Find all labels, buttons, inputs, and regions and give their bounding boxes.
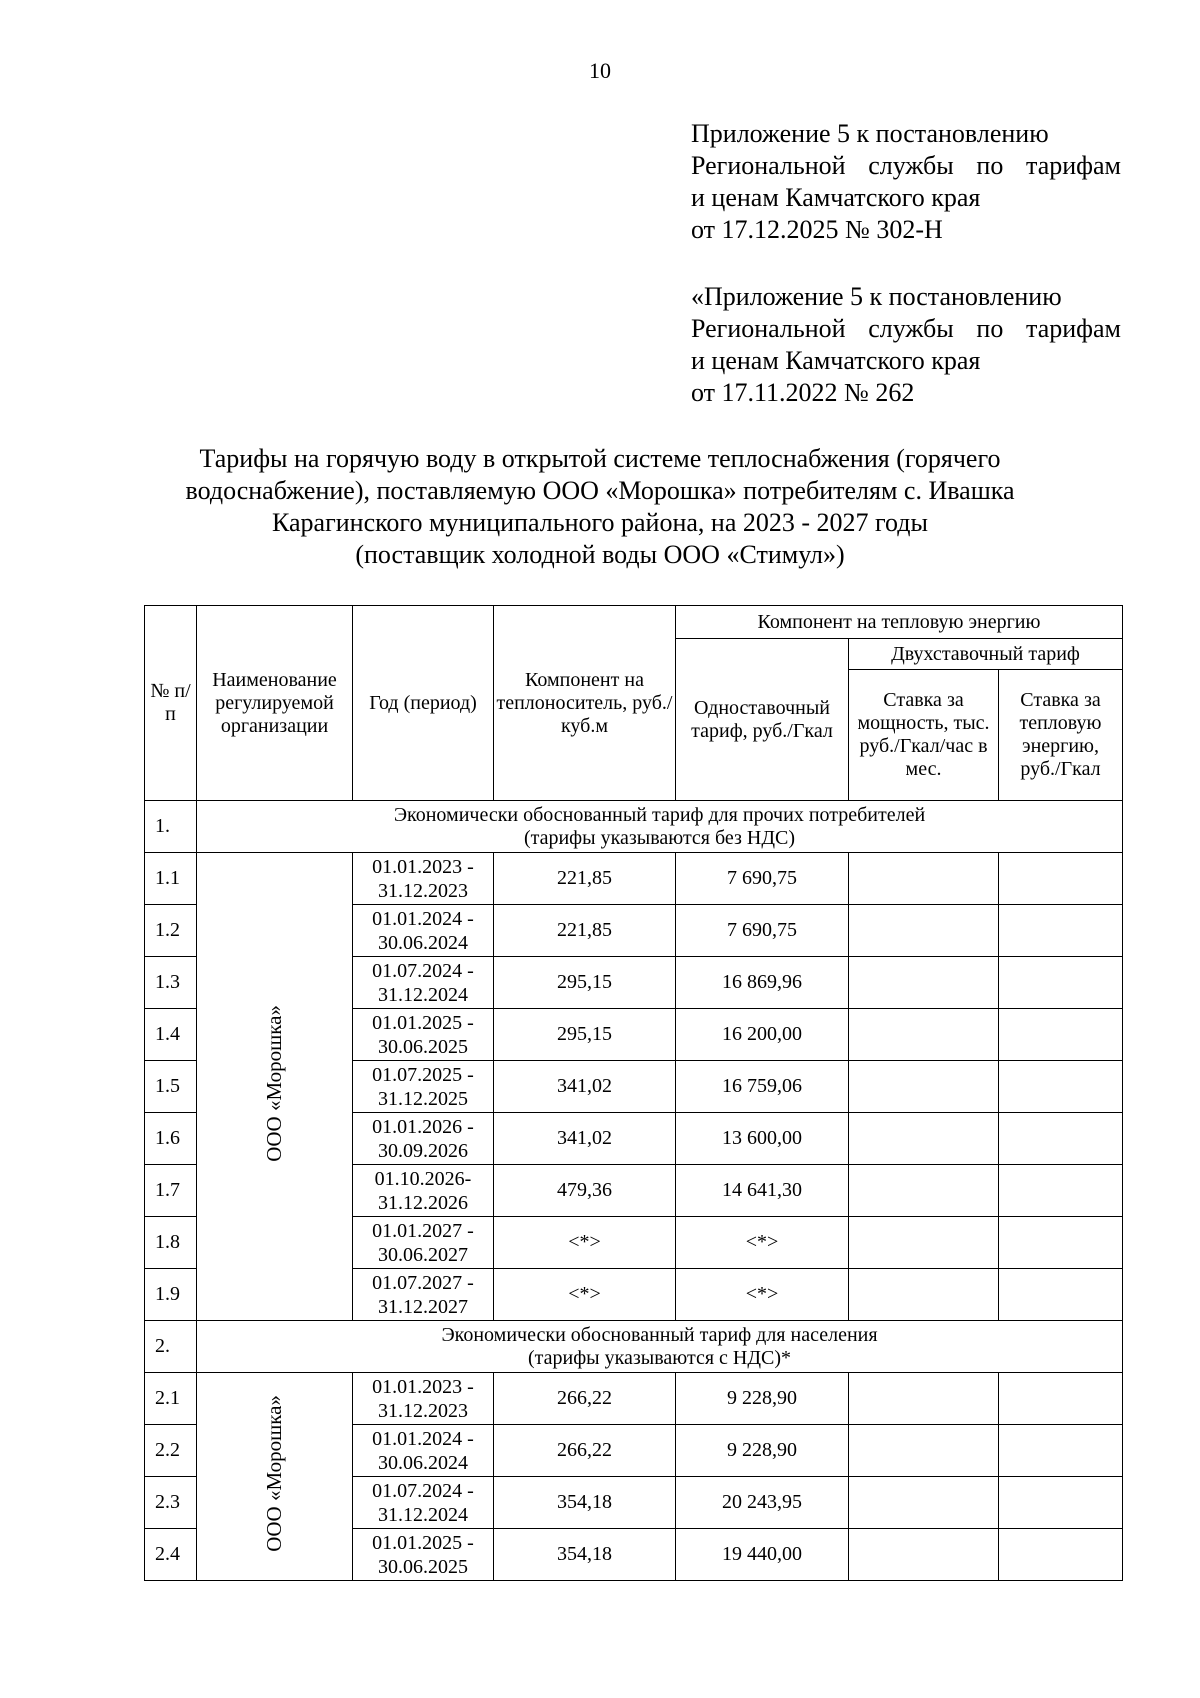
section-num: 1. bbox=[145, 801, 197, 853]
org-name-cell bbox=[197, 853, 353, 1321]
carrier-value: 341,02 bbox=[494, 1113, 676, 1165]
period-end: 31.12.2025 bbox=[378, 1087, 468, 1110]
carrier-value: 341,02 bbox=[494, 1061, 676, 1113]
period-start: 01.07.2025 - bbox=[372, 1063, 474, 1086]
appendix-header-new bbox=[691, 118, 1121, 246]
period-end: 31.12.2023 bbox=[378, 879, 468, 902]
carrier-value: 266,22 bbox=[494, 1425, 676, 1477]
org-name: ООО «Морошка» bbox=[262, 1395, 286, 1552]
row-num: 1.6 bbox=[145, 1113, 197, 1165]
row-num: 2.2 bbox=[145, 1425, 197, 1477]
period-end: 30.06.2024 bbox=[378, 931, 468, 954]
period-cell bbox=[353, 1477, 494, 1529]
period-end: 30.06.2024 bbox=[378, 1451, 468, 1474]
single-rate-value: 9 228,90 bbox=[676, 1425, 849, 1477]
page-number: 10 bbox=[589, 58, 611, 83]
energy-rate-value bbox=[999, 1009, 1123, 1061]
capacity-rate-value bbox=[849, 1373, 999, 1425]
period-start: 01.07.2024 - bbox=[372, 959, 474, 982]
single-rate-value: 16 200,00 bbox=[676, 1009, 849, 1061]
single-rate-value: 7 690,75 bbox=[676, 905, 849, 957]
row-num: 1.2 bbox=[145, 905, 197, 957]
header-heat-component: Компонент на тепловую энергию bbox=[676, 606, 1123, 639]
appendix-header-old bbox=[691, 281, 1121, 409]
period-cell bbox=[353, 905, 494, 957]
title-line: водоснабжение), поставляемую ООО «Морошка» потребителям с. Ивашка bbox=[185, 476, 1015, 505]
row-num: 1.9 bbox=[145, 1269, 197, 1321]
energy-rate-value bbox=[999, 1269, 1123, 1321]
single-rate-value: 19 440,00 bbox=[676, 1529, 849, 1581]
appendix-line: «Приложение 5 к постановлению bbox=[691, 282, 1062, 311]
period-end: 31.12.2024 bbox=[378, 1503, 468, 1526]
appendix-line: Региональной службы по тарифам bbox=[691, 314, 1121, 343]
org-name-cell bbox=[197, 1373, 353, 1581]
capacity-rate-value bbox=[849, 1529, 999, 1581]
document-title bbox=[100, 443, 1100, 571]
period-start: 01.10.2026- bbox=[374, 1167, 472, 1190]
appendix-line: от 17.12.2025 № 302-Н bbox=[691, 215, 943, 244]
row-num: 2.1 bbox=[145, 1373, 197, 1425]
carrier-value: 295,15 bbox=[494, 957, 676, 1009]
capacity-rate-value bbox=[849, 1113, 999, 1165]
energy-rate-value bbox=[999, 853, 1123, 905]
energy-rate-value bbox=[999, 1217, 1123, 1269]
table-row bbox=[145, 853, 1123, 905]
header-energy-rate: Ставка за тепловую энергию, руб./Гкал bbox=[999, 670, 1123, 801]
period-cell bbox=[353, 1061, 494, 1113]
energy-rate-value bbox=[999, 1165, 1123, 1217]
period-start: 01.01.2023 - bbox=[372, 1375, 474, 1398]
table-row bbox=[145, 1373, 1123, 1425]
capacity-rate-value bbox=[849, 1425, 999, 1477]
energy-rate-value bbox=[999, 957, 1123, 1009]
energy-rate-value bbox=[999, 1529, 1123, 1581]
energy-rate-value bbox=[999, 1477, 1123, 1529]
section-title-line: Экономически обоснованный тариф для населения bbox=[441, 1323, 878, 1346]
energy-rate-value bbox=[999, 1425, 1123, 1477]
energy-rate-value bbox=[999, 1061, 1123, 1113]
header-num: № п/п bbox=[145, 606, 197, 801]
period-end: 30.06.2027 bbox=[378, 1243, 468, 1266]
energy-rate-value bbox=[999, 1113, 1123, 1165]
single-rate-value: 13 600,00 bbox=[676, 1113, 849, 1165]
period-start: 01.01.2024 - bbox=[372, 907, 474, 930]
period-start: 01.01.2025 - bbox=[372, 1531, 474, 1554]
section-title bbox=[197, 1321, 1123, 1373]
row-num: 1.7 bbox=[145, 1165, 197, 1217]
period-end: 31.12.2026 bbox=[378, 1191, 468, 1214]
single-rate-value: 14 641,30 bbox=[676, 1165, 849, 1217]
row-num: 2.4 bbox=[145, 1529, 197, 1581]
carrier-value: 295,15 bbox=[494, 1009, 676, 1061]
capacity-rate-value bbox=[849, 905, 999, 957]
period-cell bbox=[353, 1009, 494, 1061]
appendix-line: и ценам Камчатского края bbox=[691, 183, 981, 212]
section-row bbox=[145, 1321, 1123, 1373]
period-end: 30.06.2025 bbox=[378, 1035, 468, 1058]
header-period: Год (период) bbox=[353, 606, 494, 801]
single-rate-value: 7 690,75 bbox=[676, 853, 849, 905]
section-num: 2. bbox=[145, 1321, 197, 1373]
row-num: 1.3 bbox=[145, 957, 197, 1009]
single-rate-value: <*> bbox=[676, 1269, 849, 1321]
title-line: Тарифы на горячую воду в открытой системе теплоснабжения (горячего bbox=[199, 444, 1001, 473]
period-cell bbox=[353, 957, 494, 1009]
period-cell bbox=[353, 853, 494, 905]
section-title-line: Экономически обоснованный тариф для прочих потребителей bbox=[393, 803, 926, 826]
section-title-line: (тарифы указываются с НДС)* bbox=[527, 1346, 791, 1369]
single-rate-value: 20 243,95 bbox=[676, 1477, 849, 1529]
appendix-line: и ценам Камчатского края bbox=[691, 346, 981, 375]
capacity-rate-value bbox=[849, 1217, 999, 1269]
period-start: 01.07.2024 - bbox=[372, 1479, 474, 1502]
table-body bbox=[145, 801, 1123, 1581]
period-cell bbox=[353, 1113, 494, 1165]
period-cell bbox=[353, 1269, 494, 1321]
header-org: Наименование регулируемой организации bbox=[197, 606, 353, 801]
period-cell bbox=[353, 1373, 494, 1425]
period-end: 30.06.2025 bbox=[378, 1555, 468, 1578]
row-num: 1.8 bbox=[145, 1217, 197, 1269]
capacity-rate-value bbox=[849, 1061, 999, 1113]
single-rate-value: 16 869,96 bbox=[676, 957, 849, 1009]
single-rate-value: 9 228,90 bbox=[676, 1373, 849, 1425]
header-carrier: Компонент на теплоноситель, руб./куб.м bbox=[494, 606, 676, 801]
single-rate-value: <*> bbox=[676, 1217, 849, 1269]
period-cell bbox=[353, 1529, 494, 1581]
capacity-rate-value bbox=[849, 957, 999, 1009]
period-end: 31.12.2023 bbox=[378, 1399, 468, 1422]
energy-rate-value bbox=[999, 905, 1123, 957]
period-end: 30.09.2026 bbox=[378, 1139, 468, 1162]
capacity-rate-value bbox=[849, 1477, 999, 1529]
carrier-value: <*> bbox=[494, 1269, 676, 1321]
appendix-line: Региональной службы по тарифам bbox=[691, 151, 1121, 180]
header-single-rate: Одноставочный тариф, руб./Гкал bbox=[676, 639, 849, 801]
org-name: ООО «Морошка» bbox=[262, 1005, 286, 1162]
carrier-value: 221,85 bbox=[494, 905, 676, 957]
tariff-table bbox=[144, 605, 1123, 1581]
title-line: Карагинского муниципального района, на 2023 - 2027 годы bbox=[272, 508, 928, 537]
appendix-line: Приложение 5 к постановлению bbox=[691, 119, 1049, 148]
carrier-value: 354,18 bbox=[494, 1477, 676, 1529]
appendix-line: от 17.11.2022 № 262 bbox=[691, 378, 915, 407]
period-start: 01.01.2027 - bbox=[372, 1219, 474, 1242]
capacity-rate-value bbox=[849, 1009, 999, 1061]
title-line: (поставщик холодной воды ООО «Стимул») bbox=[355, 540, 845, 569]
single-rate-value: 16 759,06 bbox=[676, 1061, 849, 1113]
period-cell bbox=[353, 1217, 494, 1269]
carrier-value: <*> bbox=[494, 1217, 676, 1269]
period-start: 01.07.2027 - bbox=[372, 1271, 474, 1294]
row-num: 2.3 bbox=[145, 1477, 197, 1529]
period-start: 01.01.2024 - bbox=[372, 1427, 474, 1450]
carrier-value: 221,85 bbox=[494, 853, 676, 905]
row-num: 1.1 bbox=[145, 853, 197, 905]
period-cell bbox=[353, 1425, 494, 1477]
period-end: 31.12.2024 bbox=[378, 983, 468, 1006]
capacity-rate-value bbox=[849, 1165, 999, 1217]
carrier-value: 479,36 bbox=[494, 1165, 676, 1217]
period-start: 01.01.2026 - bbox=[372, 1115, 474, 1138]
period-cell bbox=[353, 1165, 494, 1217]
carrier-value: 266,22 bbox=[494, 1373, 676, 1425]
period-start: 01.01.2023 - bbox=[372, 855, 474, 878]
row-num: 1.4 bbox=[145, 1009, 197, 1061]
row-num: 1.5 bbox=[145, 1061, 197, 1113]
section-title-line: (тарифы указываются без НДС) bbox=[523, 826, 796, 849]
header-two-rate: Двухставочный тариф bbox=[849, 639, 1123, 670]
carrier-value: 354,18 bbox=[494, 1529, 676, 1581]
header-capacity-rate: Ставка за мощность, тыс. руб./Гкал/час в мес. bbox=[849, 670, 999, 801]
period-end: 31.12.2027 bbox=[378, 1295, 468, 1318]
energy-rate-value bbox=[999, 1373, 1123, 1425]
section-title bbox=[197, 801, 1123, 853]
capacity-rate-value bbox=[849, 1269, 999, 1321]
capacity-rate-value bbox=[849, 853, 999, 905]
section-row bbox=[145, 801, 1123, 853]
period-start: 01.01.2025 - bbox=[372, 1011, 474, 1034]
